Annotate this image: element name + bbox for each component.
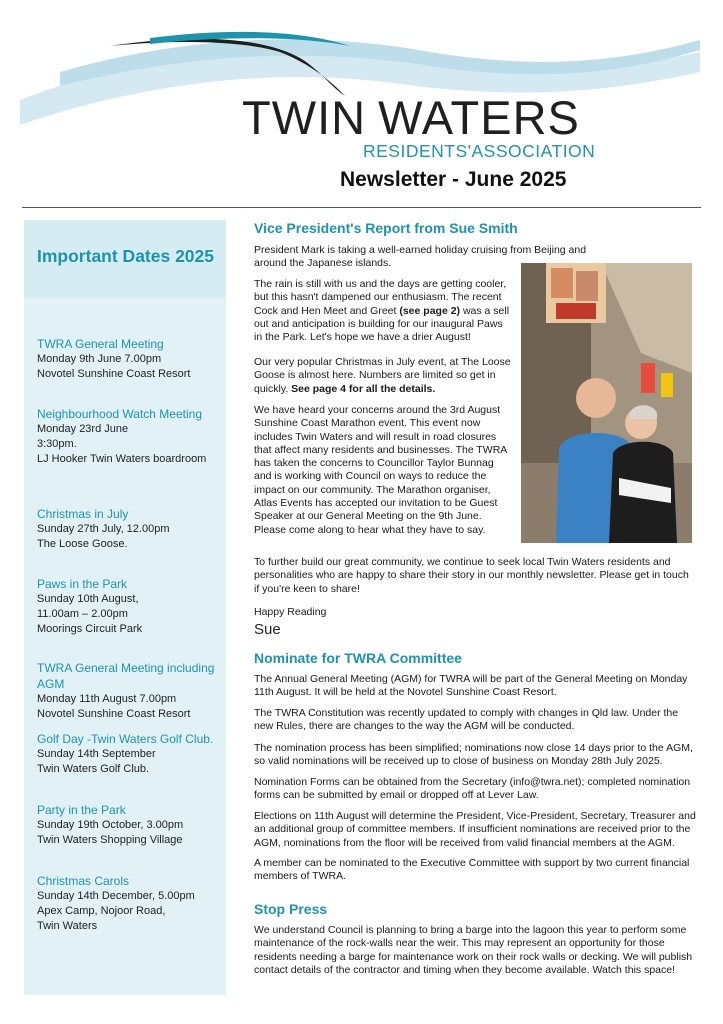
vp-paragraph: President Mark is taking a well-earned holiday cruising from Beijing and around the Japanese islands.: [254, 244, 587, 270]
nominate-paragraph: The Annual General Meeting (AGM) for TWRA will be part of the General Meeting on Monday 11th August. It will be held at the Novotel Sunshine Coast Resort.: [254, 673, 688, 699]
nominate-heading: Nominate for TWRA Committee: [254, 650, 462, 666]
event-item: [37, 731, 225, 777]
event-item: [37, 406, 225, 467]
vp-paragraph: [254, 356, 512, 396]
vp-text: Our very popular Christmas in July event, at The Loose Goose is almost here. Numbers are limited so get in quickly.: [254, 356, 511, 395]
vp-paragraph: To further build our great community, we continue to seek local Twin Waters residents and personalities who are happy to share their story in our monthly newsletter. Please get in touch if you're keen to share!: [254, 556, 689, 595]
couple-arcade-photo: [521, 263, 692, 543]
event-detail: Sunday 14th September: [37, 748, 156, 760]
event-detail: Moorings Circuit Park: [37, 623, 143, 635]
event-item: [37, 506, 225, 552]
event-item: [37, 576, 225, 637]
event-title: Golf Day -Twin Waters Golf Club.: [37, 732, 214, 746]
event-detail: Twin Waters Shopping Village: [37, 834, 183, 846]
vp-bold-text: (see page 2): [399, 304, 461, 317]
vp-paragraph: [254, 278, 512, 344]
event-detail: Sunday 10th August,: [37, 593, 139, 605]
sidebar-title: Important Dates 2025: [37, 246, 215, 266]
event-detail: Twin Waters Golf Club.: [37, 763, 150, 775]
event-detail: 11.00am – 2.00pm: [37, 608, 128, 620]
event-detail: The Loose Goose.: [37, 538, 128, 550]
event-detail: 3:30pm.: [37, 438, 77, 450]
event-title: Paws in the Park: [37, 577, 128, 591]
event-detail: Sunday 19th October, 3.00pm: [37, 819, 184, 831]
event-detail: Novotel Sunshine Coast Resort: [37, 368, 191, 380]
event-detail: Sunday 14th December, 5.00pm: [37, 890, 195, 902]
event-title: Party in the Park: [37, 803, 126, 817]
stop-press-paragraph: We understand Council is planning to bring a barge into the lagoon this year to perform some maintenance of the rock-walls near the weir. This may represent an opportunity for those residents needing a barge for maintenance work on their rock walls or decking. We will publish contact details of the contractor and timing when they become available. Watch this space!: [254, 924, 693, 976]
event-detail: Monday 11th August 7.00pm: [37, 693, 177, 705]
stop-press-heading: Stop Press: [254, 901, 328, 917]
header-divider: [22, 207, 701, 208]
event-title: TWRA General Meeting including AGM: [37, 661, 215, 691]
photo-illustration: [521, 263, 692, 543]
nominate-paragraph: Nomination Forms can be obtained from the Secretary (info@twra.net); completed nomination forms can be submitted by email or dropped off at Lever Law.: [254, 776, 691, 802]
vp-signature: Sue: [254, 621, 281, 638]
nominate-paragraph: The TWRA Constitution was recently updated to comply with changes in Qld law. Under the new Rules, there are changes to the way the AGM will be conducted.: [254, 707, 679, 733]
event-detail: Twin Waters: [37, 920, 98, 932]
event-detail: Monday 23rd June: [37, 423, 129, 435]
logo-wordmark: [242, 88, 622, 148]
event-title: Neighbourhood Watch Meeting: [37, 407, 202, 421]
event-title: Christmas in July: [37, 507, 129, 521]
vp-text: The rain is still with us and the days are getting cooler, but this hasn't dampened our enthusiasm. The recent Cock and Hen Meet and Greet: [254, 278, 507, 317]
event-detail: LJ Hooker Twin Waters boardroom: [37, 453, 207, 465]
event-detail: Apex Camp, Nojoor Road,: [37, 905, 166, 917]
event-item: [37, 660, 225, 722]
logo-word-twin: TWIN: [242, 91, 367, 144]
event-title: TWRA General Meeting: [37, 337, 164, 351]
nominate-paragraph: The nomination process has been simplified; nominations now close 14 days prior to the AGM, so valid nominations will be received up to close of business on Monday 28th July 2025.: [254, 742, 693, 768]
event-detail: Novotel Sunshine Coast Resort: [37, 708, 191, 720]
vp-bold-text: See page 4 for all the details.: [291, 382, 436, 395]
event-detail: Sunday 27th July, 12.00pm: [37, 523, 170, 535]
vp-report-heading: Vice President's Report from Sue Smith: [254, 220, 518, 236]
nominate-paragraph: A member can be nominated to the Executive Committee with support by two current financial members of TWRA.: [254, 857, 690, 883]
vp-paragraph: We have heard your concerns around the 3rd August Sunshine Coast Marathon event. This event now includes Twin Waters and will result in road closures that affect many residents and businesses. The TWRA has taken the concerns to Councillor Taylor Bunnag and is working with Council on ways to reduce the impact on our community. The Marathon organiser, Atlas Events has accepted our invitation to be Guest Speaker at our General Meeting on the 9th June. Please come along to hear what they have to say.: [254, 404, 507, 536]
masthead: [0, 0, 723, 205]
event-title: Christmas Carols: [37, 874, 130, 888]
event-item: [37, 802, 225, 848]
vp-text: was a sell out and anticipation is building for our inaugural Paws in the Park. Let's hope we have a drier August!: [254, 304, 510, 344]
event-detail: Monday 9th June 7.00pm: [37, 353, 162, 365]
event-item: [37, 336, 225, 382]
logo-subtitle: RESIDENTS'ASSOCIATION: [363, 141, 596, 161]
vp-closing: Happy Reading: [254, 606, 327, 618]
newsletter-title: Newsletter - June 2025: [340, 168, 567, 191]
important-dates-sidebar: [24, 220, 226, 995]
event-item: [37, 873, 225, 934]
nominate-paragraph: Elections on 11th August will determine the President, Vice-President, Secretary, Treasurer and an additional group of committee members. If insufficient nominations are received prior to the AGM, nominations from the floor will be received from valid financial members at the AGM.: [254, 810, 696, 849]
logo-word-waters: WATERS: [378, 91, 580, 144]
